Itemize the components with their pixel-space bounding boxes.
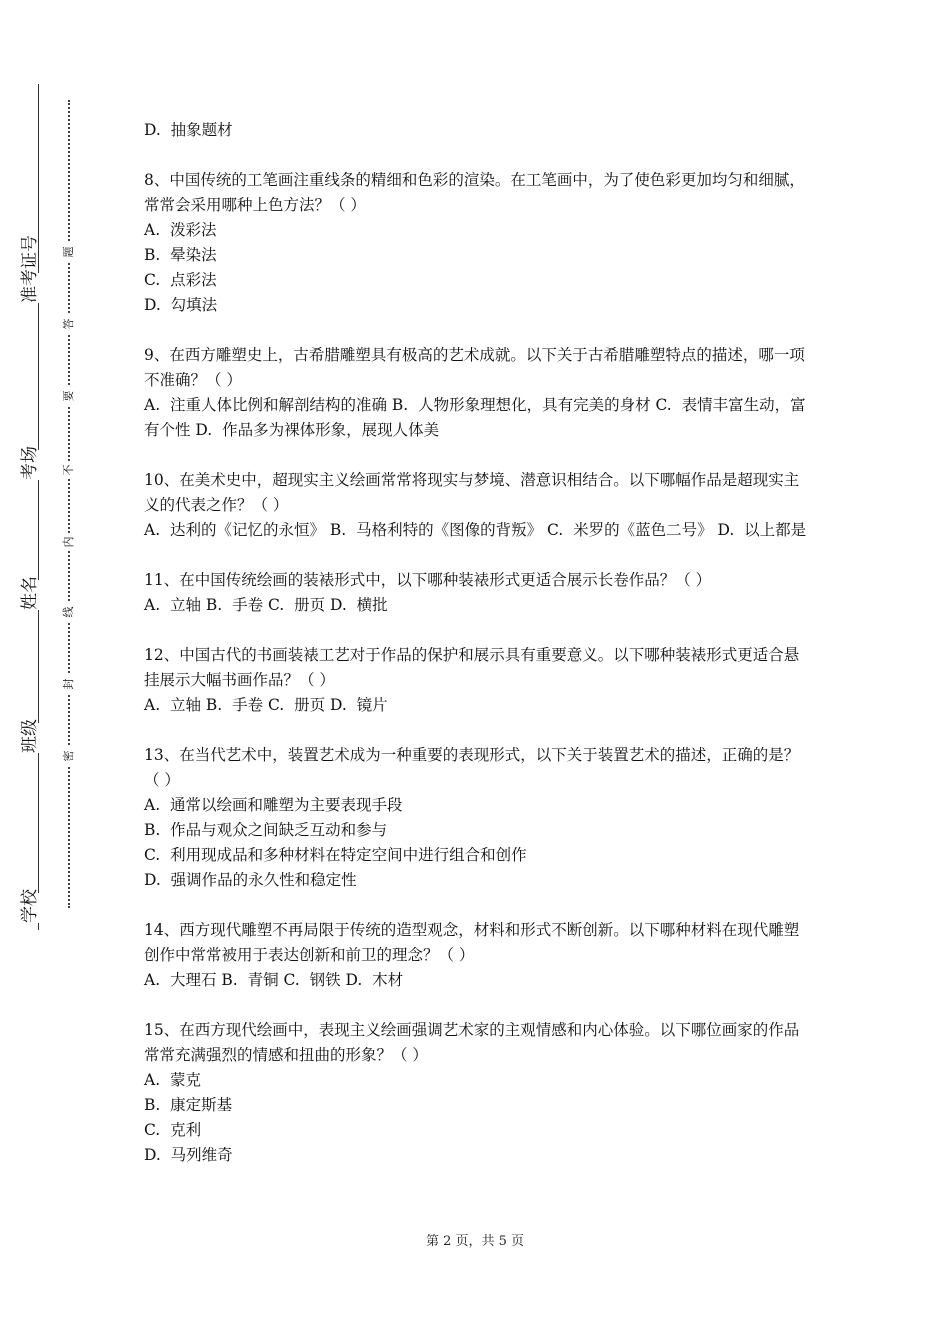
seal-char: 封 (61, 675, 77, 693)
question-10 (144, 468, 814, 543)
question-9 (144, 343, 814, 443)
binding-line-solid (38, 84, 39, 930)
options-inline: A. 达利的《记忆的永恒》 B. 马格利特的《图像的背叛》 C. 米罗的《蓝色二号》 D. 以上都是 (144, 521, 807, 539)
question-text: 9、在西方雕塑史上，古希腊雕塑具有极高的艺术成就。以下关于古希腊雕塑特点的描述，哪一项不准确？（ ） (144, 346, 805, 389)
binding-line-dotted (68, 100, 70, 908)
option-b: B. 作品与观众之间缺乏互动和参与 (144, 821, 388, 839)
seal-char: 内 (61, 533, 77, 551)
options-inline: A. 立轴 B. 手卷 C. 册页 D. 横批 (144, 596, 388, 614)
option-c: C. 克利 (144, 1121, 202, 1139)
question-text: 8、中国传统的工笔画注重线条的精细和色彩的渲染。在工笔画中，为了使色彩更加均匀和细腻，常常会采用哪种上色方法？（ ） (144, 171, 805, 214)
seal-char: 线 (61, 603, 77, 621)
seal-char: 答 (61, 315, 77, 333)
question-text: 11、在中国传统绘画的装裱形式中，以下哪种装裱形式更适合展示长卷作品？（ ） (144, 571, 712, 589)
question-text: 12、中国古代的书画装裱工艺对于作品的保护和展示具有重要意义。以下哪种装裱形式更适合悬挂展示大幅书画作品？（ ） (144, 646, 800, 689)
question-text: 10、在美术史中，超现实主义绘画常常将现实与梦境、潜意识相结合。以下哪幅作品是超现实主义的代表之作？（ ） (144, 471, 800, 514)
question-text: 15、在西方现代绘画中，表现主义绘画强调艺术家的主观情感和内心体验。以下哪位画家的作品常常充满强烈的情感和扭曲的形象？（ ） (144, 1021, 800, 1064)
options-inline: A. 注重人体比例和解剖结构的准确 B. 人物形象理想化，具有完美的身材 C. 表情丰富生动，富有个性 D. 作品多为裸体形象，展现人体美 (144, 396, 806, 439)
margin-label-school: 学校 (15, 893, 55, 923)
options-inline: A. 大理石 B. 青铜 C. 钢铁 D. 木材 (144, 971, 404, 989)
seal-char: 要 (61, 387, 77, 405)
options-inline: A. 立轴 B. 手卷 C. 册页 D. 镜片 (144, 696, 388, 714)
question-8 (144, 168, 814, 318)
option-b: B. 康定斯基 (144, 1096, 233, 1114)
option-a: A. 泼彩法 (144, 221, 217, 239)
option-a: A. 通常以绘画和雕塑为主要表现手段 (144, 796, 403, 814)
margin-label-exam-room: 考场 (15, 450, 55, 480)
question-list (144, 118, 814, 1193)
option-b: B. 晕染法 (144, 246, 217, 264)
question-text: 13、在当代艺术中，装置艺术成为一种重要的表现形式，以下关于装置艺术的描述，正确的是？（ ） (144, 746, 800, 789)
seal-char: 密 (61, 747, 77, 765)
question-15 (144, 1018, 814, 1168)
option-d: D. 马列维奇 (144, 1146, 233, 1164)
question-14 (144, 918, 814, 993)
option-c: C. 点彩法 (144, 271, 217, 289)
question-12 (144, 643, 814, 718)
page-footer: 第 2 页，共 5 页 (425, 1234, 525, 1249)
option-d: D. 强调作品的永久性和稳定性 (144, 871, 357, 889)
question-13 (144, 743, 814, 893)
question-text: 14、西方现代雕塑不再局限于传统的造型观念，材料和形式不断创新。以下哪种材料在现代雕塑创作中常常被用于表达创新和前卫的理念？（ ） (144, 921, 800, 964)
lead-option-block (144, 118, 814, 143)
option-c: C. 利用现成品和多种材料在特定空间中进行组合和创作 (144, 846, 527, 864)
margin-label-name: 姓名 (15, 580, 55, 610)
option: D. 抽象题材 (144, 121, 233, 139)
seal-char: 不 (61, 461, 77, 479)
option-a: A. 蒙克 (144, 1071, 201, 1089)
question-11 (144, 568, 814, 618)
seal-char: 题 (61, 243, 77, 261)
option-d: D. 勾填法 (144, 296, 218, 314)
margin-label-class: 班级 (15, 723, 55, 753)
margin-label-admission-number: 准考证号 (15, 273, 55, 303)
